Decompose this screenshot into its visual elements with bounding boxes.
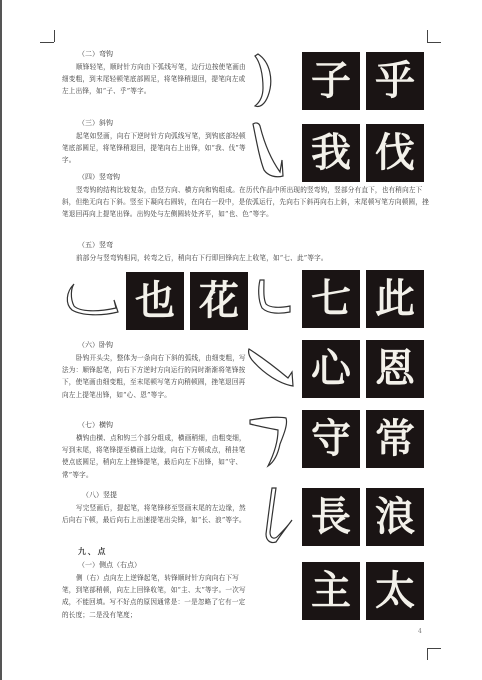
- shu-ti-stroke-illustration: [264, 486, 294, 546]
- glyph-tile-zhang: 長: [302, 488, 360, 546]
- glyph-tile-shou: 守: [302, 410, 360, 468]
- crop-mark-br-h: [427, 648, 441, 649]
- section-text-shu-wan-gou: 竖弯钩的结构比较复杂，由竖方向、横方向和钩组成。在历代作品中所出现的竖弯钩，竖部分有直下，也有稍向左下斜，但绝无向右下斜。竖至下凝向右圆转，在向右一段中，是依弧运行，先向右下斜再向右上斜，末尾顿写笔方向顿圆，挫笔退回再向上提笔出锋。出钩处与左侧圆转处齐平，如“也、色”等字。: [62, 186, 429, 219]
- crop-mark-tr-h: [427, 42, 441, 43]
- chapter-heading-dian: 九、点: [78, 547, 108, 556]
- glyph-tile-xin: 心: [302, 340, 360, 398]
- crop-mark-br-v: [427, 648, 428, 660]
- xie-gou-stroke-illustration: [250, 120, 284, 182]
- section-text-ce-dian: 侧（右）点向左上逆锋起笔，转锋顺时针方向向右下写笔，到笔部稍顿，向左上回锋收笔，如“主、太”等字。一次写成，不能回填。写不好点的原因通常是：一是忽略了它有一定的长度；二是没有笔度；: [62, 574, 246, 619]
- crop-mark-tr-v: [427, 30, 428, 42]
- glyph-tile-fa: 伐: [366, 124, 424, 182]
- glyph-tile-chang: 常: [366, 410, 424, 468]
- section-text-wan-gou: 顺锋轻笔，顺时针方向由下弧线写笔，边行边按使笔画由细变粗，到末尾轻顿笔底部圆足，将笔锋稍退回，提笔向左或左上出锋，如“子、乎”等字。: [62, 63, 246, 96]
- section-heading-xie-gou: （三）斜钩: [78, 119, 113, 127]
- shu-wan-gou-stroke-illustration: [62, 282, 120, 316]
- section-heading-shu-wan: （五）竖弯: [78, 241, 113, 249]
- glyph-tile-wo: 我: [302, 124, 360, 182]
- section-heading-wo-gou: （六）卧钩: [78, 341, 113, 349]
- section-heading-wan-gou: （二）弯钩: [78, 50, 113, 58]
- shu-wan-stroke-illustration: [254, 278, 294, 318]
- section-text-shu-wan: 前部分与竖弯钩相同，转弯之后，稍向右下行即回锋向左上收笔，如“七、此”等字。: [76, 254, 328, 262]
- wo-gou-stroke-illustration: [246, 346, 296, 390]
- glyph-tile-zhu: 主: [302, 562, 360, 620]
- glyph-tile-zi: 子: [302, 52, 360, 110]
- section-text-wo-gou: 卧钩开头尖，整体为一条向右下斜的弧线，由细变粗，写法为：顺锋起笔，向右下方逆时方向运行的同时渐渐将笔锋按下，使笔画由细变粗，至末尾顿写笔方向稍顿圆，挫笔退回再向左上提笔出锋，如“心、恩”等字。: [62, 354, 246, 399]
- section-heading-ce-dian: （一）侧点（右点）: [78, 561, 141, 569]
- glyph-tile-en: 恩: [366, 340, 424, 398]
- section-text-heng-gou: 横钩由横、点和钩三个部分组成，横画稍细，由粗变细，写到末尾，将笔锋提至横画上边缘，向右下方顿成点，稍挂笔使点底圆足，稍向左上挫锋提笔，最后向左下出锋，如“守、常”等字。: [62, 434, 246, 479]
- glyph-tile-ci: 此: [366, 270, 424, 328]
- page-number: 4: [418, 628, 422, 635]
- section-text-xie-gou: 起笔如竖画，向右下逆时针方向弧线写笔，到钩底部轻顿笔底部圆足，将笔锋稍退回，提笔向右上出锋，如“我、伐”等字。: [62, 132, 246, 165]
- glyph-tile-hu: 乎: [366, 52, 424, 110]
- crop-mark-tl-h: [40, 42, 54, 43]
- heng-gou-stroke-illustration: [248, 414, 290, 470]
- glyph-tile-ye: 也: [126, 272, 184, 330]
- wan-gou-stroke-illustration: [252, 52, 278, 110]
- glyph-tile-lang: 浪: [366, 488, 424, 546]
- crop-mark-tl-v: [54, 30, 55, 42]
- glyph-tile-tai: 太: [366, 562, 424, 620]
- section-heading-shu-wan-gou: （四）竖弯钩: [78, 173, 120, 181]
- section-text-shu-ti: 写完竖画后，提起笔，将笔锋移至竖画末尾的左边缘，然后向右下顿，最后向右上出速提笔出尖锋，如“长、浪”等字。: [62, 504, 246, 525]
- glyph-tile-hua: 花: [190, 272, 248, 330]
- section-heading-heng-gou: （七）横钩: [78, 421, 113, 429]
- section-heading-shu-ti: （八）竖提: [82, 491, 117, 499]
- glyph-tile-qi: 七: [302, 270, 360, 328]
